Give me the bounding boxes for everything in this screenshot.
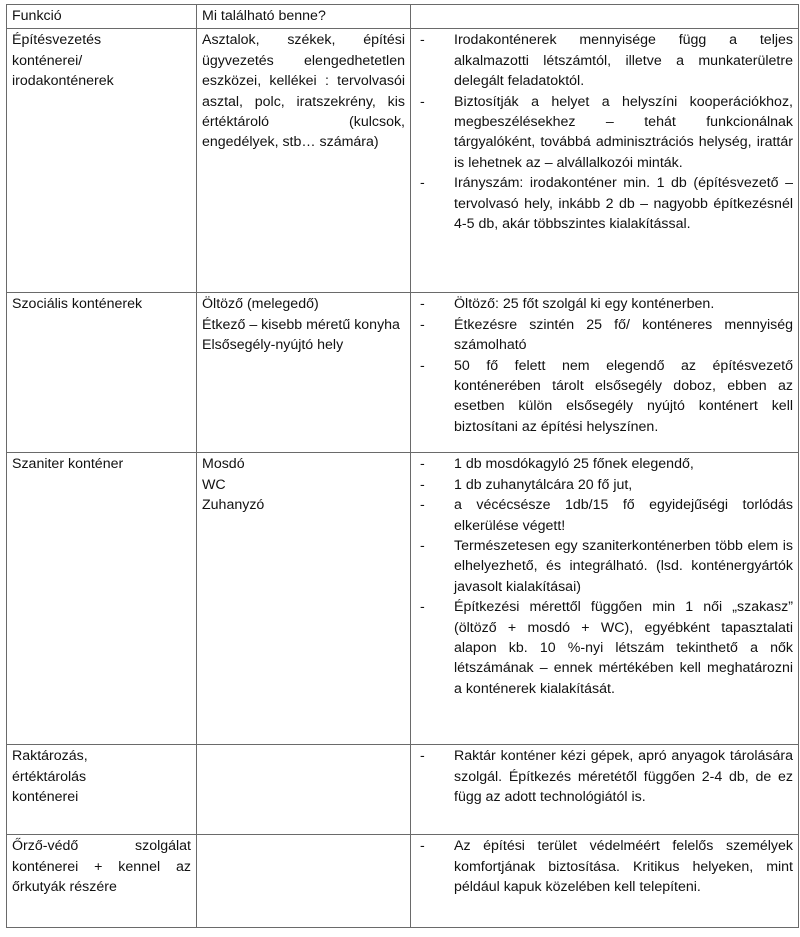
table-row	[7, 29, 799, 293]
table-row	[7, 745, 799, 835]
list-item	[416, 597, 793, 699]
bullet-text: Építkezési mérettől függően min 1 női „szakasz” (öltöző + mosdó + WC), egyébként tapasztalati alapon kb. 10 %-nyi létszám tekinthető a nők létszámának – ennek mértékében kell meghatározni a konténerek kialakítását.	[454, 599, 793, 697]
bullet-text: Biztosítják a helyet a helyszíni kooperációkhoz, megbeszélésekhez – tehát funkcionálnak tárgyalóként, továbbá adminisztrációs helység, irattár is lehetnek az – alvállalkozói minták.	[454, 93, 793, 171]
contents-line: Mosdó	[202, 456, 245, 473]
bullet-text: 1 db mosdókagyló 25 főnek elegendő,	[454, 456, 694, 473]
bullet-list	[416, 30, 793, 234]
list-item	[416, 315, 793, 356]
bullet-dash: -	[420, 357, 425, 374]
bullet-dash: -	[420, 497, 425, 514]
row-function	[7, 835, 197, 928]
list-item	[416, 746, 793, 807]
contents-line: Öltöző (melegedő)	[202, 296, 319, 313]
header-function: Funkció	[7, 5, 197, 29]
row-function	[7, 745, 197, 835]
bullet-text: Irodakonténerek mennyisége függ a teljes alkalmazotti létszámtól, illetve a munkaterületre delegált feladatoktól.	[454, 32, 793, 90]
bullet-text: Természetesen egy szaniterkonténerben több elem is elhelyezhető, és integrálható. (lsd. konténergyártók javasolt kialakításai)	[454, 538, 793, 595]
bullet-dash: -	[420, 175, 425, 192]
row-contents	[197, 293, 411, 453]
bullet-dash: -	[420, 456, 425, 473]
header-notes	[411, 5, 799, 29]
bullet-text: a vécécsésze 1db/15 fő egyidejűségi torlódás elkerülése végett!	[454, 497, 793, 534]
row-function	[7, 29, 197, 293]
bullet-dash: -	[420, 748, 425, 765]
row-contents	[197, 835, 411, 928]
row-notes	[411, 745, 799, 835]
list-item	[416, 30, 793, 91]
row-contents	[197, 29, 411, 293]
bullet-list	[416, 746, 793, 807]
header-contents: Mi található benne?	[197, 5, 411, 29]
bullet-dash: -	[420, 32, 425, 49]
bullet-dash: -	[420, 838, 425, 855]
list-item	[416, 536, 793, 597]
row-function: Szaniter konténer	[7, 453, 197, 745]
row-contents	[197, 453, 411, 745]
function-line: Építésvezetés konténerei/ irodakonténerek	[12, 32, 114, 90]
list-item	[416, 454, 793, 474]
bullet-text: Öltöző: 25 főt szolgál ki egy konténerben.	[454, 296, 715, 313]
bullet-text: Irányszám: irodakonténer min. 1 db (építésvezető – tervolvasó hely, inkább 2 db – nagyobb építkezésnél 4-5 db, akár többszintes kialakítással.	[454, 175, 793, 233]
row-notes	[411, 835, 799, 928]
bullet-text: Étkezésre szintén 25 fő/ konténeres mennyiség számolható	[454, 316, 793, 354]
table-row	[7, 835, 799, 928]
function-text: Őrző-védő szolgálat konténerei + kennel az őrkutyák részére	[12, 838, 191, 896]
bullet-dash: -	[420, 538, 425, 555]
row-function: Szociális konténerek	[7, 293, 197, 453]
list-item	[416, 495, 793, 536]
container-function-table	[6, 4, 799, 928]
bullet-dash: -	[420, 599, 425, 616]
bullet-text: 50 fő felett nem elegendő az építésvezető konténerében tárolt elsősegély doboz, ebben az esetben külön elsősegély nyújtó konténert kell biztosítani az építési helyszínen.	[454, 357, 793, 435]
table-header-row	[7, 5, 799, 29]
bullet-dash: -	[420, 296, 425, 313]
list-item	[416, 173, 793, 234]
bullet-text: Raktár konténer kézi gépek, apró anyagok tárolására szolgál. Építkezés méretétől függően 2-4 db, de ez függ az adott technológiától is.	[454, 748, 793, 806]
bullet-text: Az építési terület védelméért felelős személyek komfortjának biztosítása. Kritikus helyeken, mint például kapuk közelében kell telepíteni.	[454, 838, 793, 896]
bullet-dash: -	[420, 93, 425, 110]
list-item	[416, 294, 793, 314]
list-item	[416, 475, 793, 495]
contents-line: Étkező – kisebb méretű konyha	[202, 316, 400, 333]
bullet-dash: -	[420, 476, 425, 493]
bullet-list	[416, 454, 793, 699]
row-notes	[411, 29, 799, 293]
list-item	[416, 92, 793, 174]
row-notes	[411, 293, 799, 453]
contents-text: Asztalok, székek, építési ügyvezetés elengedhetetlen eszközei, kellékei : tervolvasói asztal, polc, iratszekrény, kis értéktároló (kulcsok, engedélyek, stb… számára)	[202, 32, 405, 151]
table-row	[7, 453, 799, 745]
contents-line: WC	[202, 476, 226, 493]
bullet-dash: -	[420, 316, 425, 333]
function-line: Raktározás, értéktárolás konténerei	[12, 748, 88, 806]
list-item	[416, 836, 793, 897]
row-notes	[411, 453, 799, 745]
bullet-list	[416, 294, 793, 437]
contents-line: Elsősegély-nyújtó hely	[202, 337, 344, 354]
contents-line: Zuhanyzó	[202, 497, 265, 514]
bullet-list	[416, 836, 793, 897]
bullet-text: 1 db zuhanytálcára 20 fő jut,	[454, 476, 633, 493]
list-item	[416, 356, 793, 438]
row-contents	[197, 745, 411, 835]
table-row	[7, 293, 799, 453]
